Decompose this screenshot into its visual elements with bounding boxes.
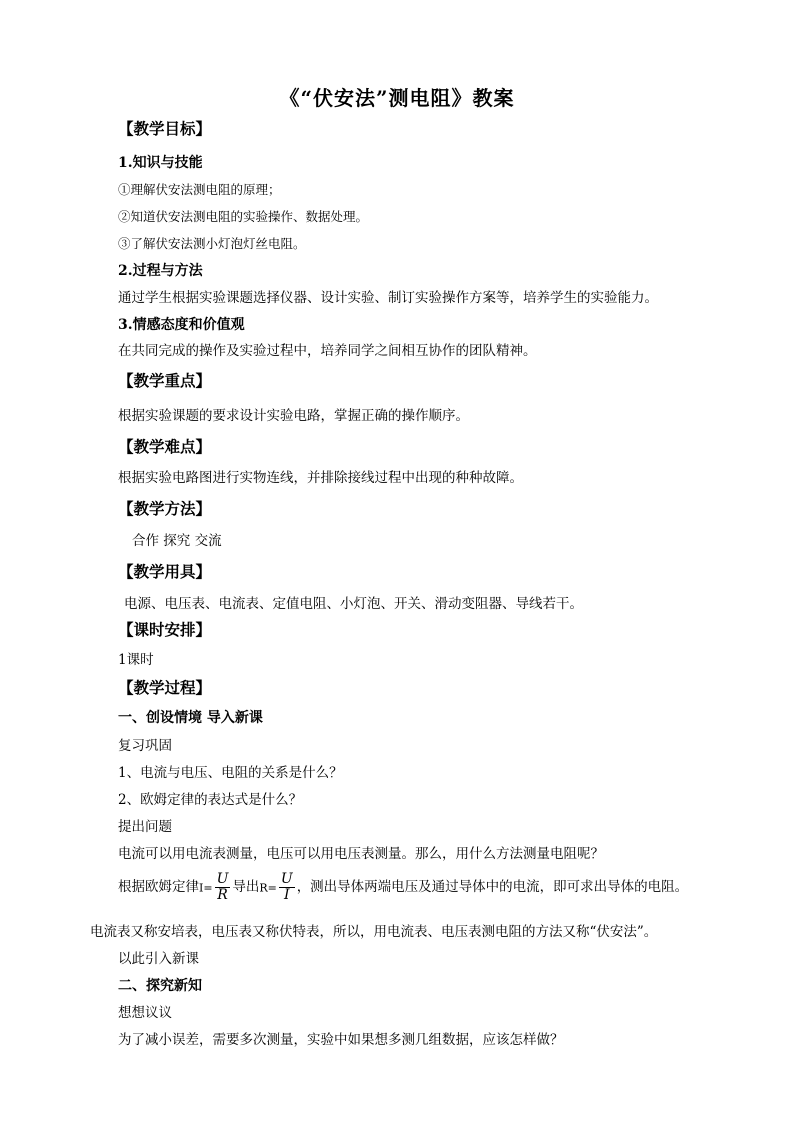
process-main-heading: 【教学过程】 xyxy=(118,678,212,697)
formula-i-eq: I= xyxy=(199,881,213,895)
formula-derive: 导出 xyxy=(232,879,260,896)
process-text: 通过学生根据实验课题选择仪器、设计实验、制订实验操作方案等，培养学生的实验能力。 xyxy=(118,290,658,306)
fraction-denominator: R xyxy=(217,887,228,904)
knowledge-item-1: ①理解伏安法测电阻的原理； xyxy=(118,182,281,197)
fraction-u-over-i xyxy=(279,872,295,904)
process-heading: 2.过程与方法 xyxy=(118,263,203,279)
methods-text: 合作 探究 交流 xyxy=(132,533,222,549)
schedule-heading: 【课时安排】 xyxy=(118,620,212,639)
difficulties-heading: 【教学难点】 xyxy=(118,437,212,456)
part1-heading: 一、创设情境 导入新课 xyxy=(118,710,263,726)
part1-intro: 以此引入新课 xyxy=(118,951,199,967)
knowledge-heading: 1.知识与技能 xyxy=(118,155,203,171)
part1-review: 复习巩固 xyxy=(118,738,172,754)
fraction-denominator: I xyxy=(284,887,290,904)
fraction-u-over-r xyxy=(215,872,231,904)
part1-raise: 提出问题 xyxy=(118,819,172,835)
part2-question: 为了减小误差，需要多次测量，实验中如果想多测几组数据，应该怎样做？ xyxy=(118,1032,564,1048)
part1-question: 电流可以用电流表测量，电压可以用电压表测量。那么，用什么方法测量电阻呢？ xyxy=(118,846,604,862)
knowledge-item-2: ②知道伏安法测电阻的实验操作、数据处理。 xyxy=(118,209,369,224)
ohm-formula-line xyxy=(118,872,688,904)
difficulties-text: 根据实验电路图进行实物连线，并排除接线过程中出现的种种故障。 xyxy=(118,470,523,486)
key-points-text: 根据实验课题的要求设计实验电路，掌握正确的操作顺序。 xyxy=(118,408,469,424)
key-points-heading: 【教学重点】 xyxy=(118,371,212,390)
tools-text: 电源、电压表、电流表、定值电阻、小灯泡、开关、滑动变阻器、导线若干。 xyxy=(124,596,583,612)
part2-heading: 二、探究新知 xyxy=(118,978,202,994)
formula-suffix: ，测出导体两端电压及通过导体中的电流，即可求出导体的电阻。 xyxy=(296,879,689,896)
fraction-numerator: U xyxy=(216,871,229,887)
objectives-heading: 【教学目标】 xyxy=(118,119,212,138)
schedule-text: 1课时 xyxy=(118,652,154,668)
part2-think: 想想议议 xyxy=(118,1005,172,1021)
methods-heading: 【教学方法】 xyxy=(118,499,212,518)
part1-note: 电流表又称安培表，电压表又称伏特表，所以，用电流表、电压表测电阻的方法又称“伏安法”。 xyxy=(90,924,658,940)
formula-prefix: 根据欧姆定律 xyxy=(118,879,199,896)
fraction-numerator: U xyxy=(280,871,293,887)
attitude-heading: 3.情感态度和价值观 xyxy=(118,317,245,333)
part1-q1: 1、电流与电压、电阻的关系是什么？ xyxy=(118,765,343,781)
formula-r-eq: R= xyxy=(259,881,277,895)
part1-q2: 2、欧姆定律的表达式是什么？ xyxy=(118,792,303,808)
tools-heading: 【教学用具】 xyxy=(118,562,212,581)
knowledge-item-3: ③了解伏安法测小灯泡灯丝电阻。 xyxy=(118,236,306,251)
attitude-text: 在共同完成的操作及实验过程中，培养同学之间相互协作的团队精神。 xyxy=(118,343,537,359)
page-title: 《“伏安法”测电阻》教案 xyxy=(279,86,515,110)
